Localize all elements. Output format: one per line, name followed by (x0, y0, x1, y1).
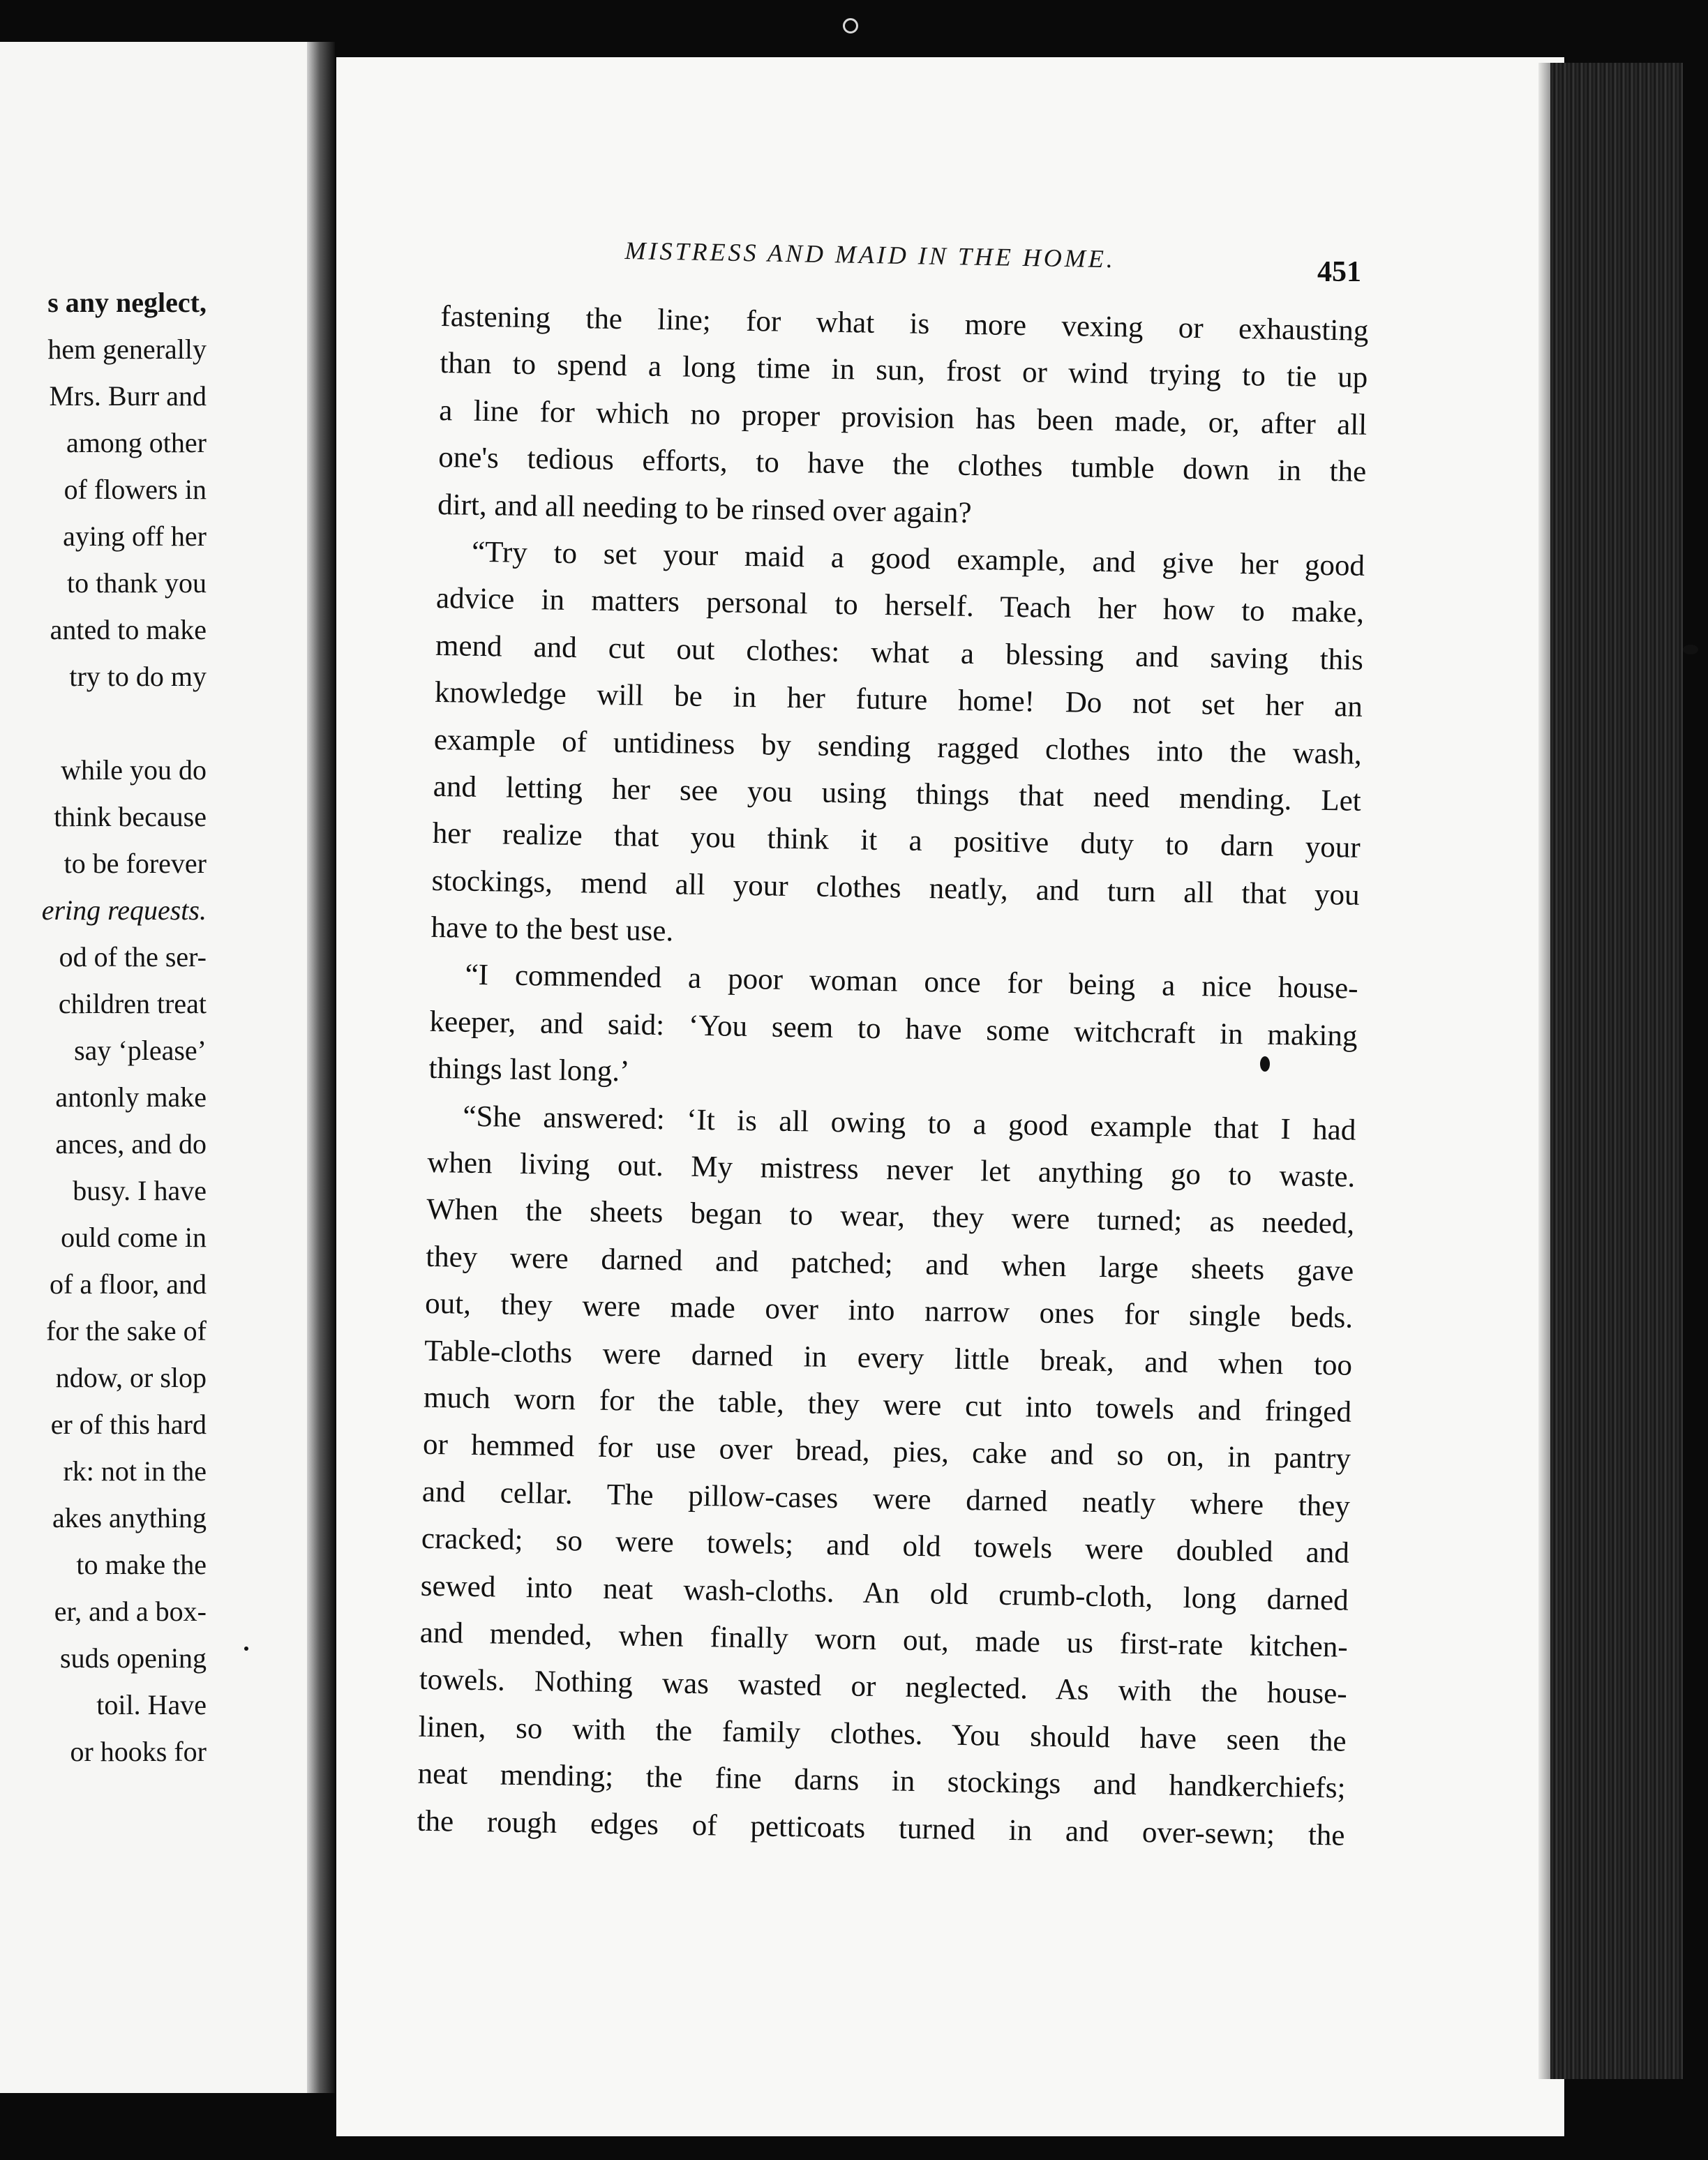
left-line: ndow, or slop (55, 1362, 207, 1393)
book-gutter (307, 42, 335, 2093)
text-line: Table-cloths were darned in every little break, and when too (424, 1334, 1353, 1382)
text-line: one's tedious efforts, to have the clothes tumble down in the (437, 441, 1367, 489)
left-line: for the sake of (46, 1315, 207, 1347)
text-line: than to spend a long time in sun, frost or wind trying to tie up (440, 347, 1368, 395)
left-line: toil. Have (96, 1689, 207, 1720)
text-line: mend and cut out clothes: what a blessing and saving this (435, 629, 1364, 677)
text-line: the rough edges of petticoats turned in and over-sewn; the (417, 1804, 1345, 1852)
text-line: stockings, mend all your clothes neatly, and turn all that you (431, 864, 1360, 912)
body-text (417, 293, 1369, 1859)
text-line: fastening the line; for what is more vexing or exhausting (440, 299, 1369, 347)
left-line: er of this hard (50, 1409, 207, 1440)
text-line: and letting her see you using things that need mending. Let (433, 770, 1362, 818)
text-line: and cellar. The pillow-cases were darned neatly where they (421, 1475, 1351, 1523)
text-line: keeper, and said: ‘You seem to have some witchcraft in making (429, 1005, 1358, 1053)
left-line: to thank you (67, 567, 207, 599)
left-page-text (0, 279, 207, 1775)
text-line: they were darned and patched; and when large sheets gave (425, 1240, 1354, 1288)
left-line: busy. I have (73, 1175, 207, 1206)
text-line: sewed into neat wash-cloths. An old crumb-cloth, long darned (420, 1569, 1349, 1617)
text-line: when living out. My mistress never let anything go to waste. (427, 1146, 1356, 1194)
text-line: advice in matters personal to herself. Teach her how to make, (435, 582, 1365, 630)
left-line: anted to make (50, 614, 207, 645)
text-line: have to the best use. (430, 910, 674, 948)
left-line: er, and a box- (54, 1596, 207, 1627)
text-line: “I commended a poor woman once for being a nice house- (465, 959, 1358, 1006)
ink-speck (843, 18, 858, 33)
left-line: or hooks for (70, 1736, 207, 1767)
text-line: things last long.’ (428, 1052, 630, 1088)
left-line: antonly make (55, 1081, 207, 1113)
ink-speck (1683, 645, 1698, 654)
text-line: or hemmed for use over bread, pies, cake and so on, in pantry (422, 1428, 1351, 1476)
text-line: linen, so with the family clothes. You should have seen the (418, 1710, 1347, 1758)
left-line: ances, and do (55, 1128, 207, 1160)
left-line: Mrs. Burr and (49, 380, 207, 412)
page-number: 451 (1317, 256, 1361, 288)
text-line: and mended, when finally worn out, made us first-rate kitchen- (419, 1616, 1349, 1664)
left-line: to be forever (63, 848, 207, 879)
left-line: children treat (58, 988, 207, 1019)
left-line: of flowers in (63, 474, 207, 505)
left-line: try to do my (69, 661, 207, 692)
text-line: her realize that you think it a positive duty to darn your (432, 817, 1361, 865)
text-line: knowledge will be in her future home! Do not set her an (434, 676, 1363, 723)
left-line: ering requests. (41, 894, 207, 926)
left-line: of a floor, and (50, 1268, 207, 1300)
text-line: dirt, and all needing to be rinsed over again? (437, 488, 972, 530)
left-line: while you do (61, 754, 207, 786)
text-line: example of untidiness by sending ragged clothes into the wash, (433, 723, 1363, 771)
left-line: rk: not in the (63, 1455, 207, 1487)
left-line (0, 700, 207, 747)
left-line: ould come in (61, 1222, 207, 1253)
text-line: “She answered: ‘It is all owing to a good example that I had (463, 1100, 1356, 1147)
left-line: among other (66, 427, 207, 458)
text-line: “Try to set your maid a good example, and give her good (471, 535, 1365, 583)
text-line: cracked; so were towels; and old towels were doubled and (421, 1522, 1350, 1570)
running-head: MISTRESS AND MAID IN THE HOME. (624, 236, 1116, 273)
ink-speck (1260, 1056, 1270, 1072)
text-line: neat mending; the fine darns in stockings and handkerchiefs; (417, 1757, 1346, 1805)
left-line: s any neglect, (47, 287, 207, 318)
ink-speck (244, 1647, 248, 1651)
left-line: suds opening (60, 1642, 207, 1674)
left-line: to make the (76, 1549, 207, 1580)
left-line: od of the ser- (59, 941, 207, 973)
left-line: akes anything (52, 1502, 207, 1533)
left-line: aying off her (63, 520, 207, 552)
text-line: much worn for the table, they were cut into towels and fringed (423, 1381, 1352, 1429)
text-line: out, they were made over into narrow ones for single beds. (424, 1287, 1354, 1335)
text-line: a line for which no proper provision has been made, or, after all (438, 393, 1368, 442)
text-line: When the sheets began to wear, they were turned; as needed, (426, 1193, 1355, 1241)
left-line: think because (54, 801, 207, 832)
page-stack-edge (1550, 63, 1683, 2079)
left-line: hem generally (47, 333, 207, 365)
left-line: say ‘please’ (74, 1035, 207, 1066)
text-line: towels. Nothing was wasted or neglected. As with the house- (419, 1663, 1347, 1711)
